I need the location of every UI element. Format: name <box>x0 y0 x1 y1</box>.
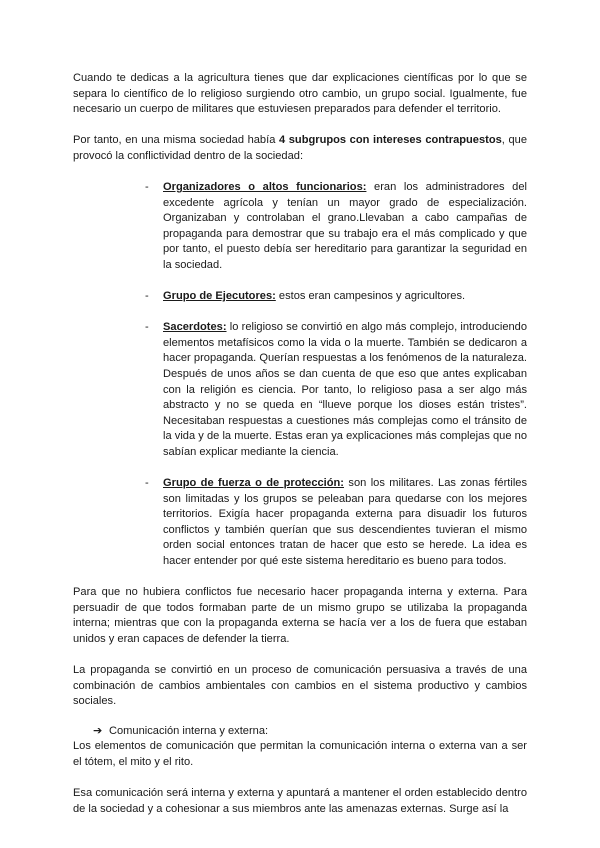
spacer <box>73 118 527 134</box>
list-item-term: Sacerdotes: <box>163 321 227 334</box>
list-item-term: Organizadores o altos funcionarios: <box>163 180 367 193</box>
arrow-list-label: Comunicación interna y externa: <box>109 724 269 737</box>
list-item-organizadores <box>145 180 527 274</box>
list-item-term: Grupo de Ejecutores: <box>163 290 276 303</box>
list-bullet: - <box>145 290 149 303</box>
paragraph-comunicacion-cohesion: Esa comunicación será interna y externa y apuntará a mantener el orden establecido dentro de la sociedad y a cohesionar a sus miembros ante las amenazas externas. Surge así la <box>73 786 527 815</box>
paragraph-propaganda-interna-externa: Para que no hubiera conflictos fue necesario hacer propaganda interna y externa. Para persuadir de que todos formaban parte de un mismo grupo se utilizaba la propaganda interna; mientras que con la propaganda externa se hacía ver a los de fuera que estaban unidos y eran capaces de defender la tierra. <box>73 586 527 645</box>
spacer <box>73 570 527 586</box>
list-bullet: - <box>145 476 149 489</box>
spacer <box>73 770 527 786</box>
list-item-text: estos eran campesinos y agricultores. <box>275 290 466 303</box>
paragraph-subgroups-bold: 4 subgrupos con intereses contrapuestos <box>278 134 502 147</box>
paragraph-proceso-comunicacion: La propaganda se convirtió en un proceso de comunicación persuasiva a través de una combinación de cambios ambientales con cambios en el sistema productivo y cambios sociales. <box>73 663 527 708</box>
spacer <box>73 647 527 663</box>
list-item-term: Grupo de fuerza o de protección: <box>163 476 345 489</box>
list-item-text: son los militares. Las zonas fértiles son limitadas y los grupos se peleaban para quedarse con los mejores territorios. Exigía hacer propaganda externa para disuadir los futuros conflictos y también querían que sus descendientes tuvieran el mismo orden social entonces tratan de hacer que esto se herede. La idea es hacer entender por qué este sistema hereditario es bueno para todos. <box>163 476 528 567</box>
paragraph-subgroups-after: , que provocó la conflictividad dentro de la sociedad: <box>73 134 527 162</box>
list-item-text: lo religioso se convirtió en algo más complejo, introduciendo elementos metafísicos como la vida o la muerte. También se dedicaron a hacer propaganda. Querían respuestas a los fenómenos de la naturaleza. Después de unos años se dan cuenta de que eso que antes explicaban con la religión es ciencia. Por tanto, lo religioso pasa a ser algo más abstracto y no se queda en “llueve porque los dioses están tristes”. Necesitaban respuestas a cuestiones más complejas como el tránsito de la vida y de la muerte. Estas eran ya explicaciones más complejas que no sabían explicar mediante la ciencia. <box>163 321 527 458</box>
list-item-sacerdotes <box>145 320 527 460</box>
list-bullet: - <box>145 180 149 193</box>
arrow-right-icon: ➔ <box>93 724 103 737</box>
spacer <box>73 710 527 724</box>
list-item-ejecutores <box>145 289 527 305</box>
spacer <box>73 164 527 180</box>
list-item-fuerza <box>145 476 527 570</box>
paragraph-intro: Cuando te dedicas a la agricultura tienes que dar explicaciones científicas por lo que se separa lo científico de lo religioso surgiendo otro cambio, un grupo social. Igualmente, fue necesario un cuerpo de militares que estuviesen preparados para defender el territorio. <box>73 72 527 116</box>
paragraph-subgroups <box>73 133 527 164</box>
subgroups-list <box>73 180 527 570</box>
arrow-list-item <box>73 724 527 740</box>
paragraph-subgroups-before: Por tanto, en una misma sociedad había <box>73 134 279 147</box>
paragraph-elementos: Los elementos de comunicación que permitan la comunicación interna o externa van a ser el tótem, el mito y el rito. <box>73 740 527 768</box>
list-item-text: eran los administradores del excedente agrícola y tenían un mayor grado de especialización. Organizaban y controlaban el grano.Llevaban a cabo campañas de propaganda para demostrar que su trabajo era el más complicado y que por tanto, el puesto debía ser hereditario para garantizar la seguridad en la sociedad. <box>163 180 527 271</box>
list-bullet: - <box>145 321 149 334</box>
